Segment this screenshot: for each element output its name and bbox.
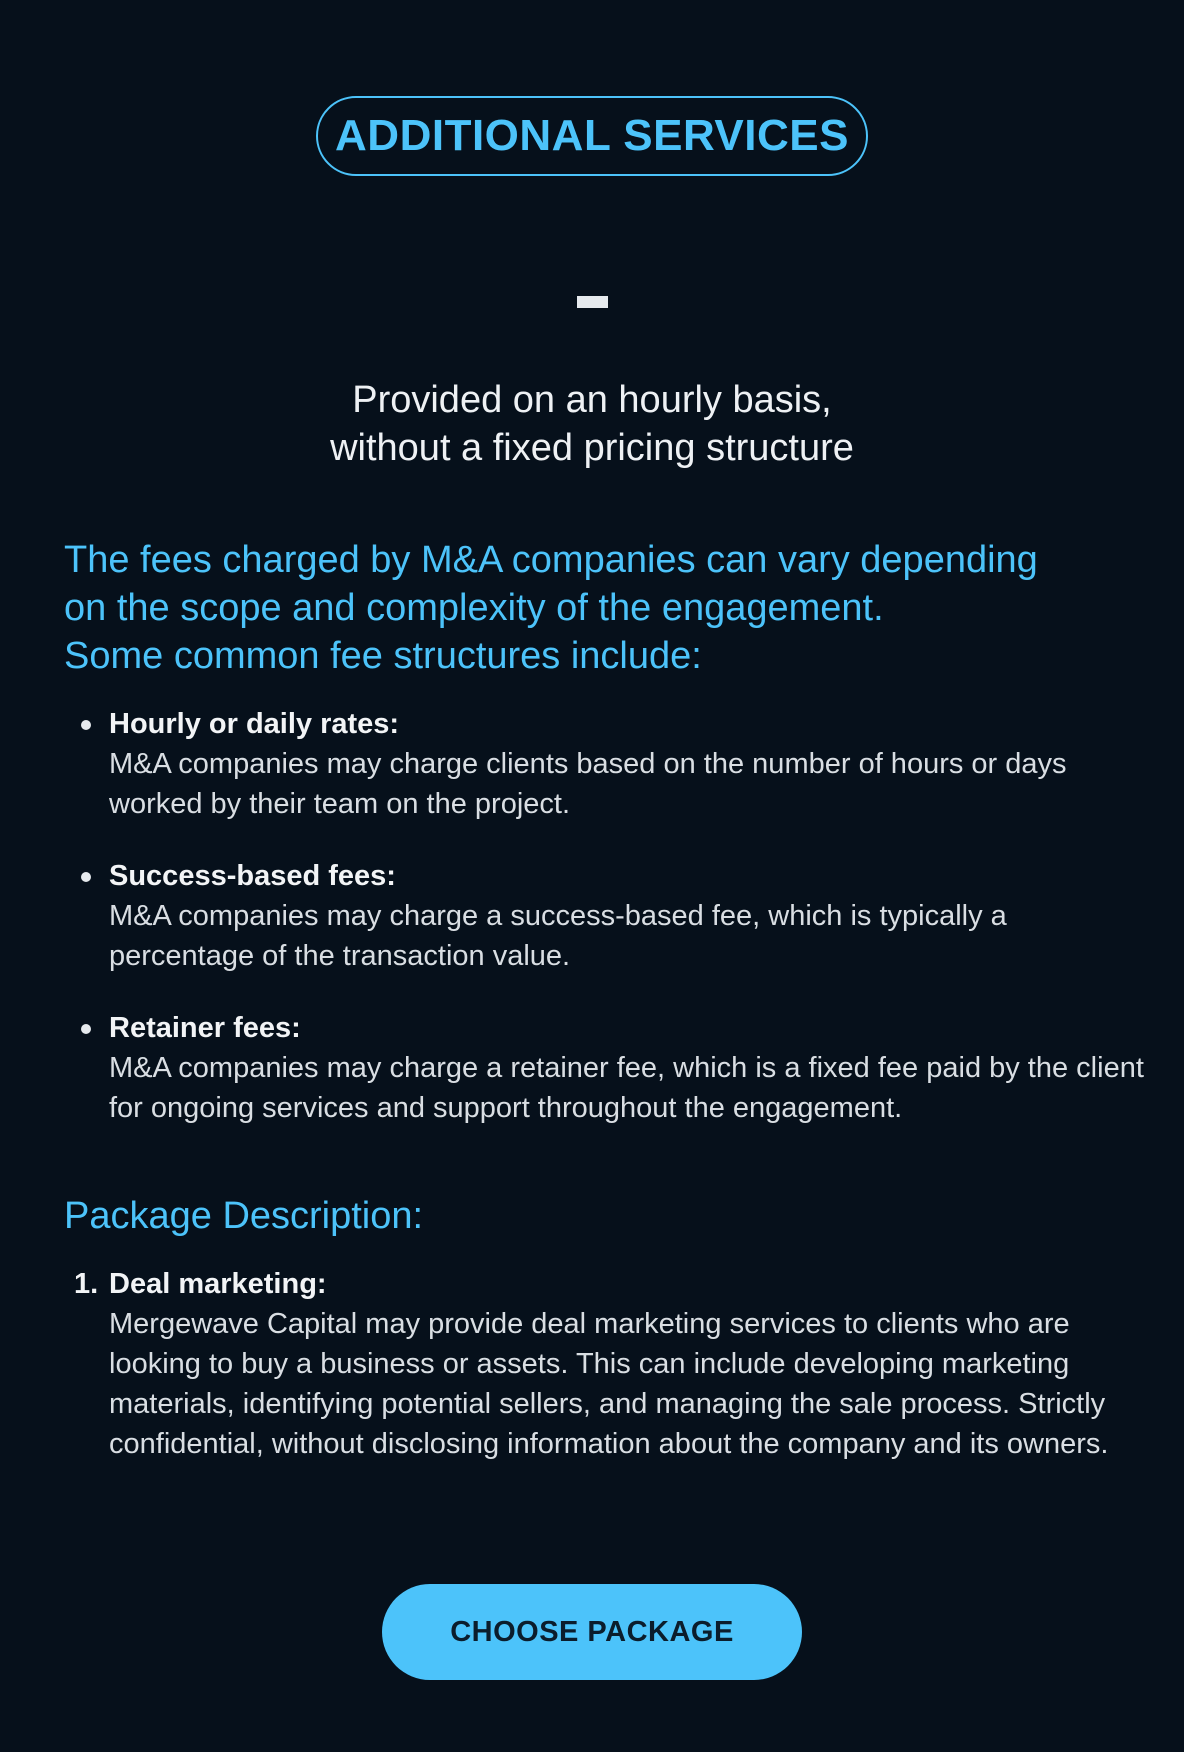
fee-description: M&A companies may charge a retainer fee, which is a fixed fee paid by the client for ongoing services and support throughout the engagement.	[109, 1052, 1144, 1124]
divider-dash	[577, 296, 608, 308]
item-number: 1.	[74, 1268, 99, 1300]
fee-structures-list	[64, 704, 1144, 1160]
intro-line: The fees charged by M&A companies can vary depending	[64, 539, 1038, 581]
bullet-icon	[81, 1024, 91, 1034]
package-item-description: Mergewave Capital may provide deal marketing services to clients who are looking to buy a business or assets. This can include developing marketing materials, identifying potential sellers, and managing the sale process. Strictly confidential, without disclosing information about the company and its owners.	[109, 1308, 1109, 1460]
fee-title: Retainer fees:	[109, 1012, 301, 1044]
package-list	[64, 1264, 1144, 1464]
list-item	[64, 856, 1144, 976]
fees-intro	[64, 536, 1144, 680]
bullet-icon	[81, 720, 91, 730]
choose-package-button[interactable]: CHOOSE PACKAGE	[382, 1584, 802, 1680]
subtitle-line: Provided on an hourly basis,	[352, 379, 832, 421]
list-item	[64, 1264, 1144, 1464]
package-item-title: Deal marketing:	[109, 1268, 327, 1300]
section-badge: ADDITIONAL SERVICES	[316, 96, 868, 176]
list-item	[64, 1008, 1144, 1128]
package-heading: Package Description:	[64, 1195, 424, 1237]
list-item	[64, 704, 1144, 824]
pricing-subtitle	[0, 376, 1184, 472]
subtitle-line: without a fixed pricing structure	[330, 427, 854, 469]
fee-title: Success-based fees:	[109, 860, 396, 892]
bullet-icon	[81, 872, 91, 882]
intro-line: on the scope and complexity of the engagement.	[64, 587, 884, 629]
fee-description: M&A companies may charge a success-based fee, which is typically a percentage of the transaction value.	[109, 900, 1007, 972]
fee-description: M&A companies may charge clients based on the number of hours or days worked by their team on the project.	[109, 748, 1067, 820]
intro-line: Some common fee structures include:	[64, 635, 702, 677]
fee-title: Hourly or daily rates:	[109, 708, 400, 740]
